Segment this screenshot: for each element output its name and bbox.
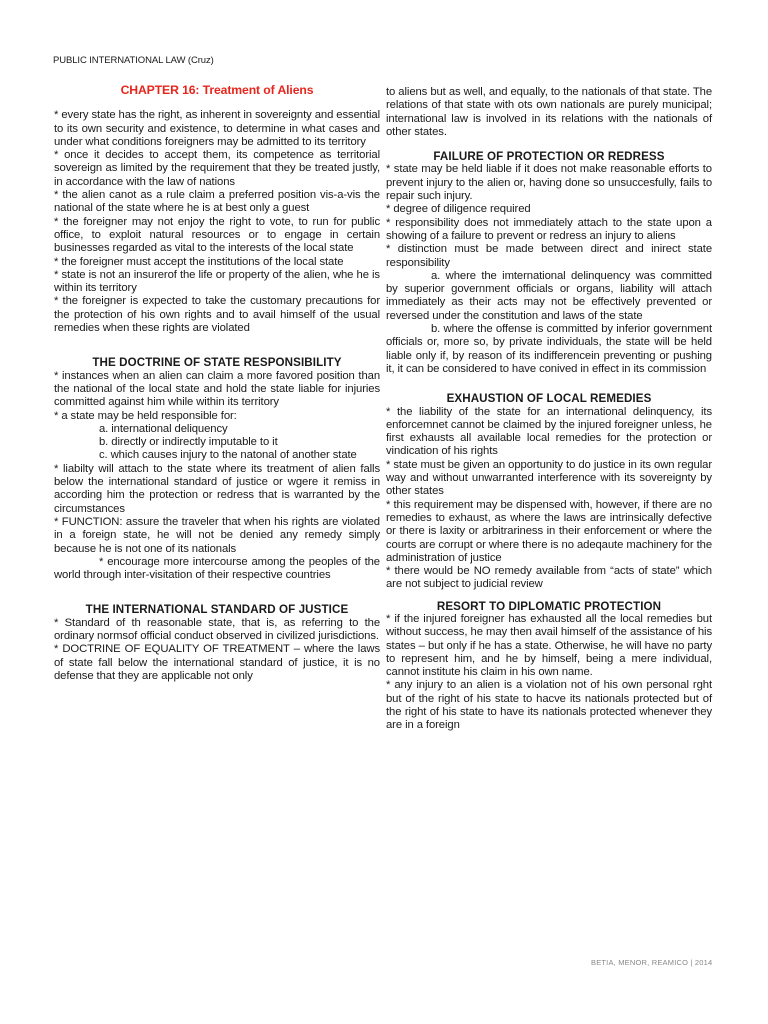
- paragraph: * state may be held liable if it does not make reasonable efforts to prevent injury to the alien or, having done so unsuccesfully, fails to repair such injury.: [386, 163, 712, 203]
- paragraph: * responsibility does not immediately attach to the state upon a showing of a failure to prevent or redress an injury to aliens: [386, 216, 712, 242]
- paragraph: * liabilty will attach to the state where its treatment of alien falls below the international standard of justice or wgere it remiss in according him the protection or redress that is warranted by the circumstances: [54, 462, 380, 515]
- paragraph: * distinction must be made between direct and inirect state responsibility: [386, 243, 712, 269]
- section-heading-doctrine: THE DOCTRINE OF STATE RESPONSIBILITY: [92, 356, 342, 370]
- paragraph: * Standard of th reasonable state, that is, as referring to the ordinary normsof official conduct observed in civilized jurisdictions.: [54, 616, 380, 642]
- paragraph: * FUNCTION: assure the traveler that when his rights are violated in a foreign state, he will not be denied any remedy simply because he is not one of its nationals: [54, 515, 380, 555]
- section-heading-standard: THE INTERNATIONAL STANDARD OF JUSTICE: [85, 603, 349, 617]
- left-column: [54, 84, 380, 683]
- list-item: a. international deliquency: [99, 422, 228, 435]
- paragraph: * DOCTRINE OF EQUALITY OF TREATMENT – where the laws of state fall below the international standard of justice, it is no defense that they are applicable not only: [54, 643, 380, 682]
- section-heading-failure: FAILURE OF PROTECTION OR REDRESS: [433, 150, 665, 164]
- paragraph: * degree of diligence required: [386, 203, 531, 216]
- running-header: PUBLIC INTERNATIONAL LAW (Cruz): [53, 55, 214, 66]
- paragraph: * if the injured foreigner has exhausted all the local remedies but without success, he may then avail himself of the assistance of his states – but only if he has a state. Otherwise, he will have no party to represent him, and he by himself, being a mere individual, cannot institute his claim in his own name.: [386, 612, 712, 679]
- paragraph: b. where the offense is committed by inferior government officials or, more so, by private individuals, the state will be held liable only if, by reason of its indifferencein preventing or pushing it, it can be considered to have conived in effect in its commission: [386, 323, 712, 375]
- paragraph: * the foreigner may not enjoy the right to vote, to run for public office, to exploit natural resources or to engage in certain businesses regarded as vital to the interests of the local state: [54, 215, 380, 255]
- paragraph: * once it decides to accept them, its competence as territorial sovereign as limited by the requirement that they be treated justly, in accordance with the law of nations: [54, 149, 380, 188]
- paragraph: a. where the imternational delinquency was committed by superior government officials or organs, liability will attach immediately as their acts may not be effectively prevented or reversed under the constitution and laws of the state: [386, 269, 712, 322]
- paragraph: * any injury to an alien is a violation not of his own personal rght but of the right of his state to hacve its nationals protected but of the right of his state to have its nationals protected whenever they are in a foreign: [386, 679, 712, 732]
- paragraph: * encourage more intercourse among the peoples of the world through inter-visitation of their respective countries: [54, 555, 380, 582]
- paragraph: * the foreigner is expected to take the customary precautions for the protection of his own rights and to avail himself of the usual remedies when these rights are violated: [54, 295, 380, 335]
- section-heading-resort: RESORT TO DIPLOMATIC PROTECTION: [436, 599, 662, 613]
- paragraph: * every state has the right, as inherent in sovereignty and essential to its own security and existence, to determine in what cases and under what conditions foreigners may be admitted to its territory: [54, 109, 380, 148]
- paragraph: * the liability of the state for an international delinquency, its enforcemnet cannot be claimed by the injured foreigner unless, he first exhausts all available local remedies for the protection or vindication of his rights: [386, 405, 712, 458]
- right-column: [386, 86, 712, 733]
- running-footer: BETIA, MENOR, REAMICO | 2014: [591, 958, 713, 967]
- chapter-title: CHAPTER 16: Treatment of Aliens: [120, 83, 314, 97]
- paragraph: * state is not an insurerof the life or property of the alien, whe he is within its territory: [54, 268, 380, 295]
- paragraph: * there would be NO remedy available from “acts of state” which are not subject to judicial review: [386, 565, 712, 591]
- paragraph: * the foreigner must accept the institutions of the local state: [54, 255, 344, 268]
- paragraph: * instances when an alien can claim a more favored position than the national of the local state and hold the state liable for injuries committed against him while within its territory: [54, 369, 380, 409]
- list-item: b. directly or indirectly imputable to it: [99, 436, 278, 449]
- paragraph: * the alien canot as a rule claim a preferred position vis-a-vis the national of the state where he is at best only a guest: [54, 189, 380, 215]
- paragraph: * a state may be held responsible for:: [54, 409, 237, 422]
- section-heading-exhaustion: EXHAUSTION OF LOCAL REMEDIES: [446, 392, 652, 406]
- paragraph: * this requirement may be dispensed with, however, if there are no remedies to exhaust, as where the laws are intrinsically defective or there is laxity or arbitrariness in their enforcement or where the courts are corrupt or where there is no adeqaute machinery for the administration of justice: [386, 498, 712, 564]
- paragraph: to aliens but as well, and equally, to the nationals of that state. The relations of that state with ots own nationals are purely municipal; international law is involved in its relations with the nationals of other states.: [386, 86, 712, 138]
- list-item: c. which causes injury to the natonal of another state: [99, 449, 357, 462]
- paragraph: * state must be given an opportunity to do justice in its own regular way and without unwarranted interference with its sovereignty by other states: [386, 458, 712, 498]
